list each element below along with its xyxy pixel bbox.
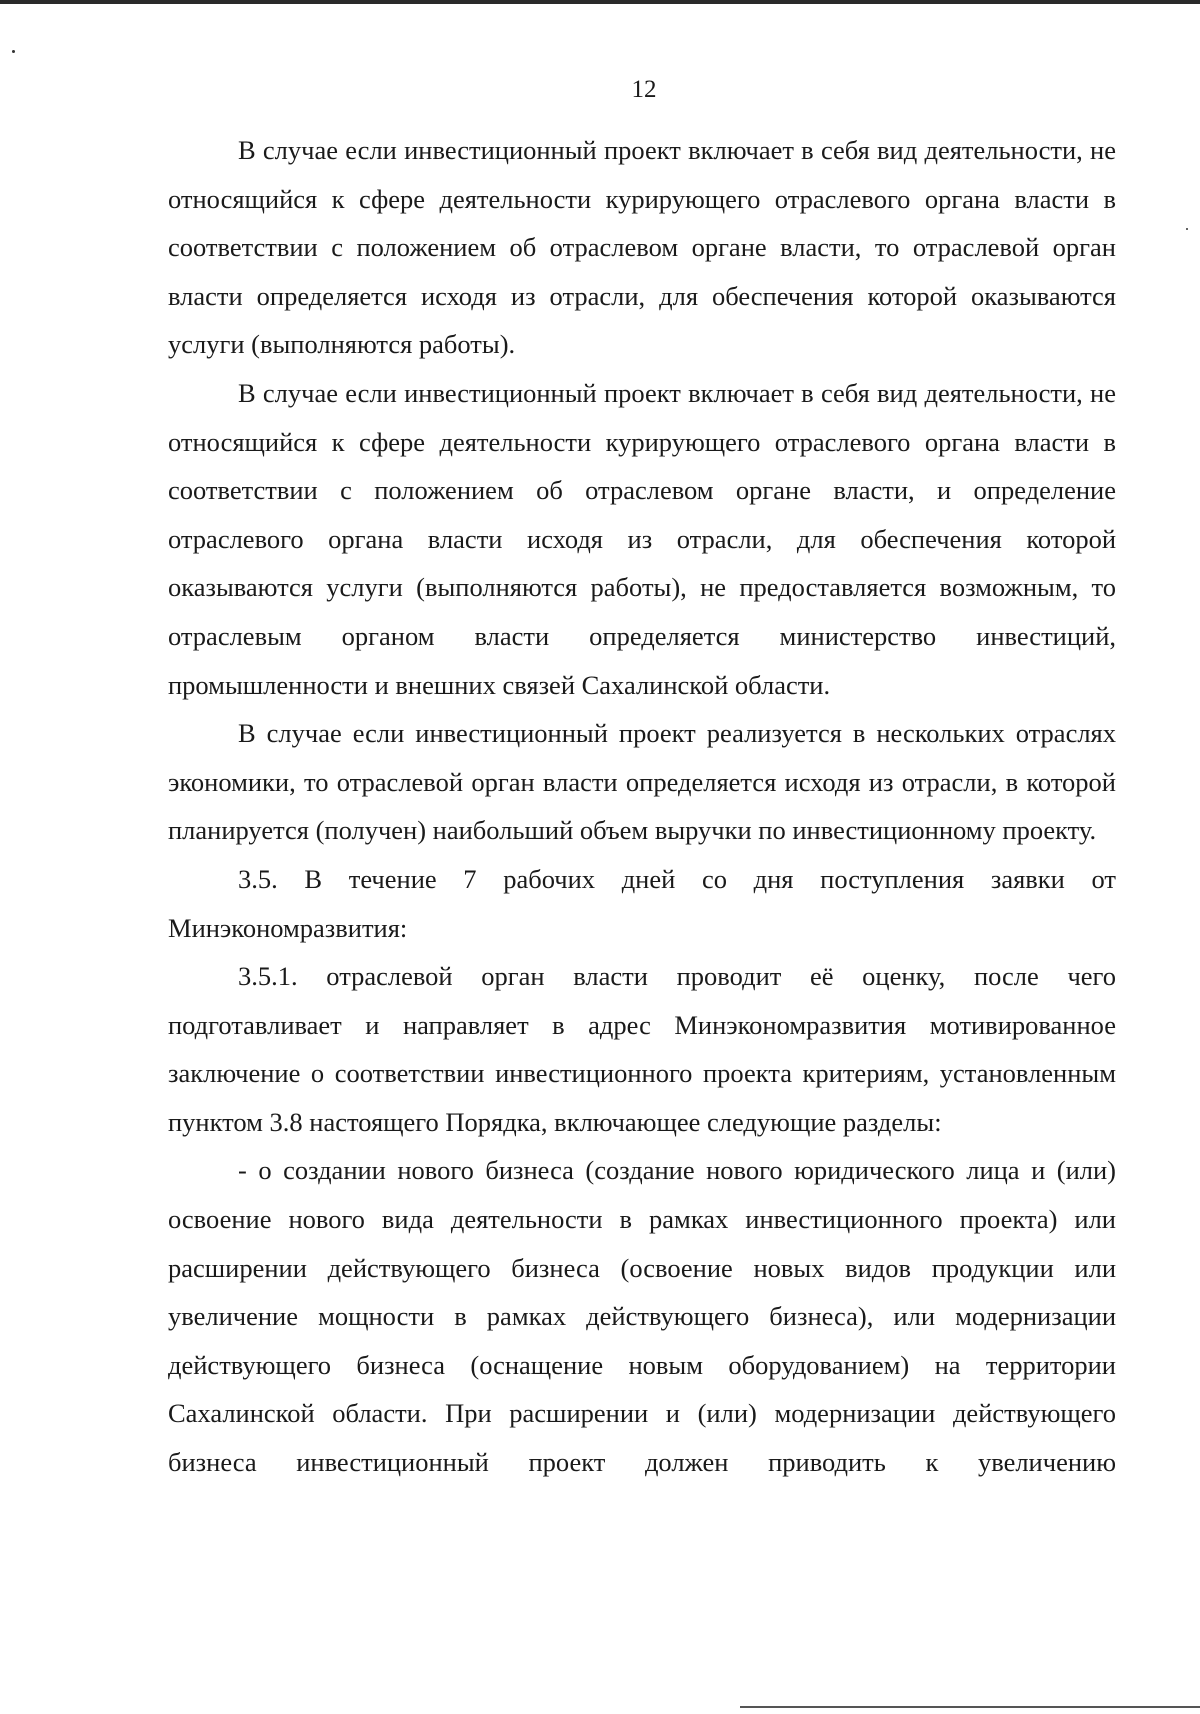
scan-top-edge bbox=[0, 0, 1200, 4]
paragraph-clause-3-5: 3.5. В течение 7 рабочих дней со дня поступления заявки от Минэкономразвития: bbox=[168, 863, 1116, 943]
document-body bbox=[168, 126, 1116, 1487]
paragraph-activity-outside-scope: В случае если инвестиционный проект включает в себя вид деятельности, не относящийся к сфере деятельности курирующего отраслевого органа власти в соответствии с положением об отраслевом органе власти, то отраслевой орган власти определяется исходя из отрасли, для обеспечения которой оказываются услуги (выполняются работы). bbox=[168, 135, 1116, 360]
scan-speck bbox=[1186, 228, 1188, 230]
scan-speck bbox=[12, 50, 15, 53]
scan-bottom-edge bbox=[740, 1706, 1200, 1708]
paragraph-default-ministry: В случае если инвестиционный проект включает в себя вид деятельности, не относящийся к сфере деятельности курирующего отраслевого органа власти в соответствии с положением об отраслевом органе власти, и определение отраслевого органа власти исходя из отрасли, для обеспечения которой оказываются услуги (выполняются работы), не предоставляется возможным, то отраслевым органом власти определяется министерство инвестиций, промышленности и внешних связей Сахалинской области. bbox=[168, 377, 1116, 700]
paragraph-multiple-sectors: В случае если инвестиционный проект реализуется в нескольких отраслях экономики, то отраслевой орган власти определяется исходя из отрасли, в которой планируется (получен) наибольший объем выручки по инвестиционному проекту. bbox=[168, 718, 1116, 846]
paragraph-clause-3-5-1: 3.5.1. отраслевой орган власти проводит её оценку, после чего подготавливает и направляет в адрес Минэкономразвития мотивированное заключение о соответствии инвестиционного проекта критериям, установленным пунктом 3.8 настоящего Порядка, включающее следующие разделы: bbox=[168, 961, 1116, 1137]
page-number: 12 bbox=[631, 76, 657, 103]
paragraph-new-business-section: - о создании нового бизнеса (создание нового юридического лица и (или) освоение нового вида деятельности в рамках инвестиционного проекта) или расширении действующего бизнеса (освоение новых видов продукции или увеличение мощности в рамках действующего бизнеса), или модернизации действующего бизнеса (оснащение новым оборудованием) на территории Сахалинской области. При расширении и (или) модернизации действующего бизнеса инвестиционный проект должен приводить к увеличению bbox=[168, 1155, 1116, 1478]
